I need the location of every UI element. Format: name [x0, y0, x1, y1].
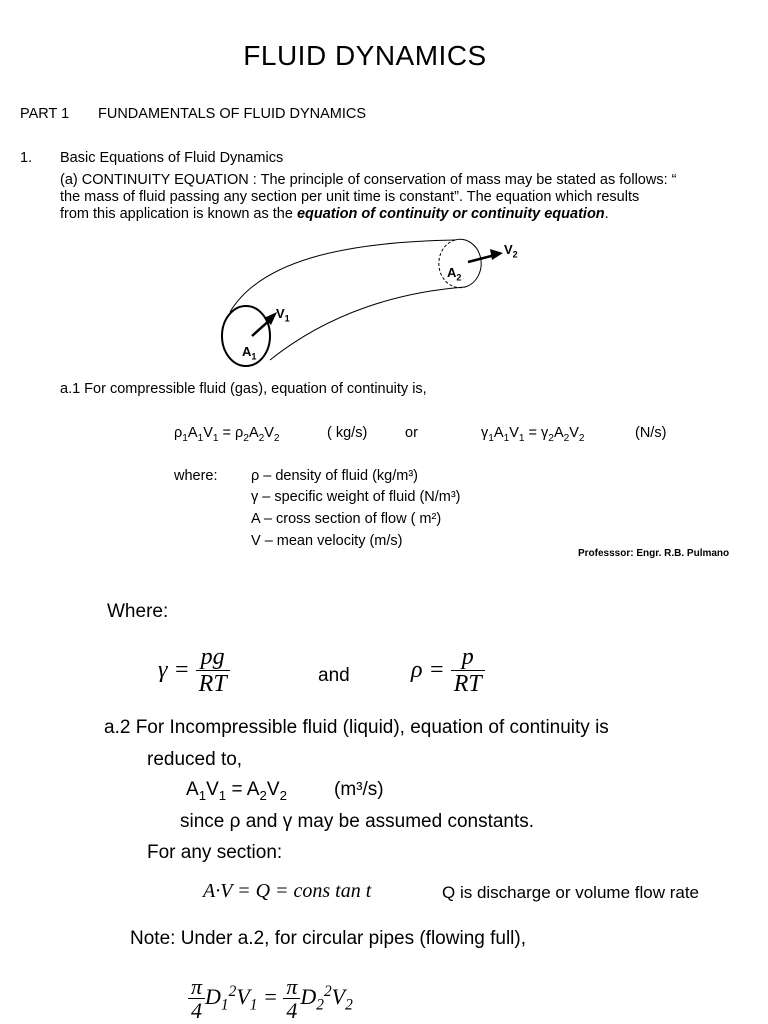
- definition-density: ρ – density of fluid (kg/m³): [251, 468, 418, 484]
- where-label: where:: [174, 468, 218, 484]
- paragraph-line-3: from this application is known as the equation of continuity or continuity equation.: [60, 206, 609, 222]
- label-a1: $A_1$: [242, 344, 257, 362]
- where-heading: Where:: [107, 601, 169, 622]
- paragraph-line-2: the mass of fluid passing any section per unit time is constant”. The equation which results: [60, 189, 640, 205]
- paragraph-line-1: (a) CONTINUITY EQUATION : The principle of conservation of mass may be stated as follows: “: [60, 172, 677, 188]
- discharge-formula: A·V = Q = cons tan t: [203, 880, 372, 902]
- rho-formula: ρ = $\frac{p}{RT}$: [411, 645, 485, 698]
- tube-upper-edge: [230, 240, 455, 312]
- definition-specific-weight: γ – specific weight of fluid (N/m³): [251, 489, 461, 505]
- label-a2: $A_2$: [447, 265, 462, 283]
- v2-arrowhead: [490, 249, 503, 260]
- part-heading: FUNDAMENTALS OF FLUID DYNAMICS: [98, 106, 367, 122]
- volume-flow-equation: $A_1V_1 = A_2V_2$: [186, 779, 287, 803]
- part-label: PART 1: [20, 106, 70, 122]
- a2-line-2: reduced to,: [147, 749, 243, 770]
- a2-line-3: since ρ and γ may be assumed constants.: [180, 811, 535, 832]
- circular-pipe-formula: $\frac{\pi}{4}$ $D_1^2V_1$ = $\frac{\pi}{4}$ $D_2^2V_2$: [188, 975, 353, 1023]
- volume-flow-units: (m³/s): [334, 779, 384, 800]
- a1-text: a.1 For compressible fluid (gas), equation of continuity is,: [60, 381, 427, 397]
- weight-flow-units: (N/s): [635, 425, 667, 441]
- mass-flow-units: ( kg/s): [327, 425, 368, 441]
- continuity-equation-term: equation of continuity or continuity equation: [296, 206, 605, 222]
- a2-line-1: a.2 For Incompressible fluid (liquid), equation of continuity is: [104, 717, 609, 738]
- gamma-formula: γ = $\frac{pg}{RT}$: [158, 645, 230, 698]
- or-label: or: [405, 425, 418, 441]
- professor-credit: Professsor: Engr. R.B. Pulmano: [578, 548, 730, 559]
- page-title: FLUID DYNAMICS: [243, 40, 487, 71]
- weight-flow-equation: $\gamma_1A_1V_1 = \gamma_2A_2V_2$: [481, 425, 585, 444]
- label-v1: $V_1$: [276, 306, 290, 324]
- tube-lower-edge: [270, 287, 465, 360]
- a2-line-4: For any section:: [147, 842, 283, 863]
- discharge-description: Q is discharge or volume flow rate: [442, 883, 699, 902]
- definition-area: A – cross section of flow ( m²): [251, 511, 442, 527]
- section-title: Basic Equations of Fluid Dynamics: [60, 150, 284, 166]
- note-text: Note: Under a.2, for circular pipes (flowing full),: [130, 928, 526, 949]
- section-number: 1.: [20, 150, 33, 166]
- definition-velocity: V – mean velocity (m/s): [251, 533, 403, 549]
- mass-flow-equation: $\rho_1A_1V_1 = \rho_2A_2V_2$: [174, 425, 280, 444]
- label-v2: $V_2$: [504, 242, 518, 260]
- and-label: and: [318, 665, 350, 686]
